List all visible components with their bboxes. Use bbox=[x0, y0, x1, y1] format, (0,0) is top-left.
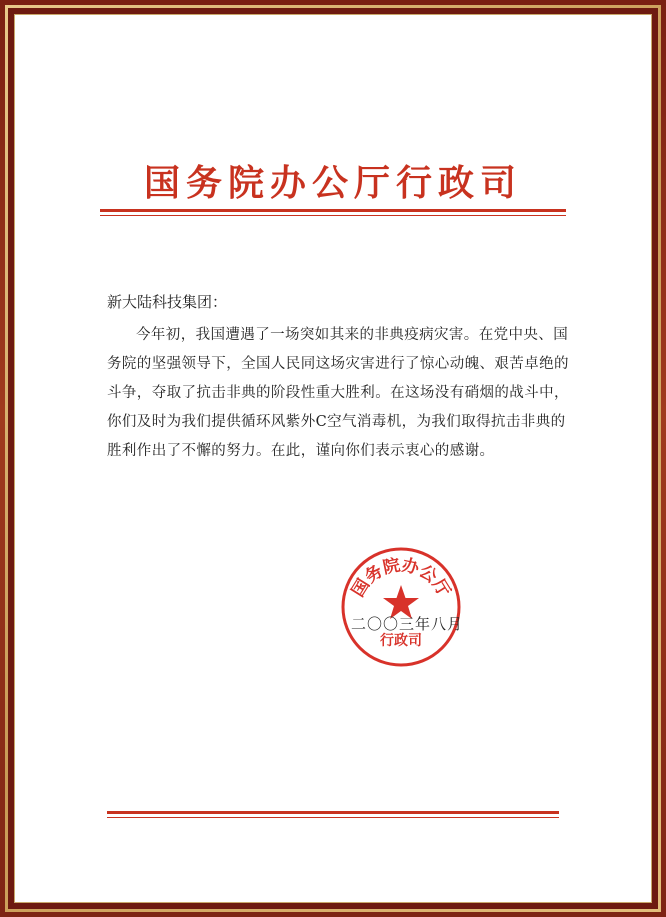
salutation: 新大陆科技集团： bbox=[107, 293, 228, 311]
footer-rule-thick bbox=[107, 811, 559, 814]
letterhead-rule-thin bbox=[100, 215, 566, 216]
letter-paper bbox=[14, 14, 652, 903]
letterhead-rule-thick bbox=[100, 209, 566, 212]
letterhead-title: 国务院办公厅行政司 bbox=[143, 162, 522, 204]
seal-arc-text: 国务院办公厅 bbox=[348, 555, 454, 601]
footer-rule-thin bbox=[107, 817, 559, 818]
frame-gold-border bbox=[5, 5, 661, 912]
letter-date: 二〇〇三年八月 bbox=[351, 615, 464, 633]
frame-inner-border bbox=[8, 8, 658, 909]
official-seal bbox=[337, 543, 465, 671]
seal-lower-text: 行政司 bbox=[380, 633, 422, 649]
letter-body: 今年初，我国遭遇了一场突如其来的非典疫病灾害。在党中央、国务院的坚强领导下，全国人民同这场灾害进行了惊心动魄、艰苦卓绝的斗争，夺取了抗击非典的阶段性重大胜利。在这场没有硝烟的战斗中，你们及时为我们提供循环风紫外C空气消毒机，为我们取得抗击非典的胜利作出了不懈的努力。在此，谨向你们表示衷心的感谢。 bbox=[107, 327, 569, 459]
